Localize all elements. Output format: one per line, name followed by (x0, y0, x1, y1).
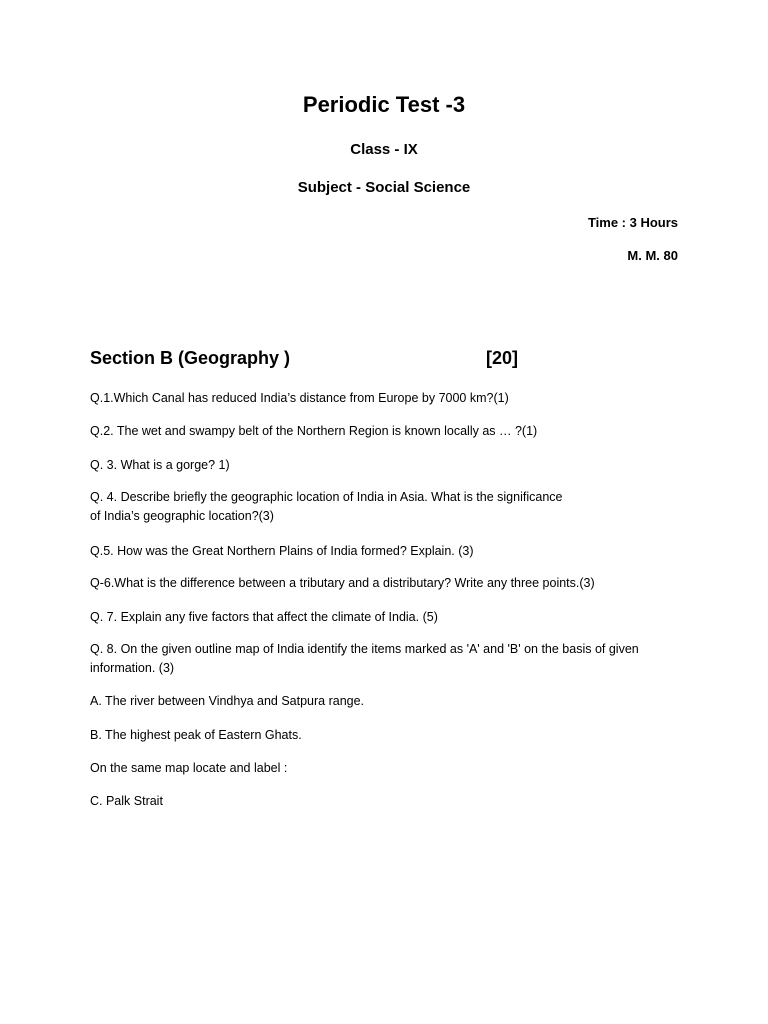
locate-label: On the same map locate and label : (90, 761, 288, 775)
question-8-line-1: Q. 8. On the given outline map of India identify the items marked as 'A' and 'B' on the basis of given (90, 642, 639, 656)
question-7: Q. 7. Explain any five factors that affect the climate of India. (5) (90, 610, 438, 624)
question-8 (90, 640, 670, 678)
question-4-line-1: Q. 4. Describe briefly the geographic location of India in Asia. What is the significance (90, 490, 563, 504)
section-heading (90, 348, 530, 369)
section-title: Section B (Geography ) (90, 348, 291, 368)
question-5: Q.5. How was the Great Northern Plains of India formed? Explain. (3) (90, 544, 474, 558)
max-marks-label: M. M. 80 (627, 248, 678, 263)
question-4 (90, 488, 670, 526)
page-title: Periodic Test -3 (302, 92, 466, 117)
map-item-b: B. The highest peak of Eastern Ghats. (90, 728, 302, 742)
map-item-a: A. The river between Vindhya and Satpura range. (90, 694, 365, 708)
class-label: Class - IX (350, 141, 418, 158)
question-8-line-2: information. (3) (90, 661, 175, 675)
subject-label: Subject - Social Science (297, 179, 471, 196)
section-marks: [20] (486, 348, 519, 368)
question-2: Q.2. The wet and swampy belt of the Northern Region is known locally as … ?(1) (90, 424, 538, 438)
question-4-line-2: of India’s geographic location?(3) (90, 509, 274, 523)
question-1: Q.1.Which Canal has reduced India’s distance from Europe by 7000 km?(1) (90, 391, 509, 405)
map-item-c: C. Palk Strait (90, 794, 163, 808)
question-6: Q-6.What is the difference between a tributary and a distributary? Write any three points.(3) (90, 576, 595, 590)
time-label: Time : 3 Hours (587, 215, 678, 230)
question-3: Q. 3. What is a gorge? 1) (90, 458, 230, 472)
